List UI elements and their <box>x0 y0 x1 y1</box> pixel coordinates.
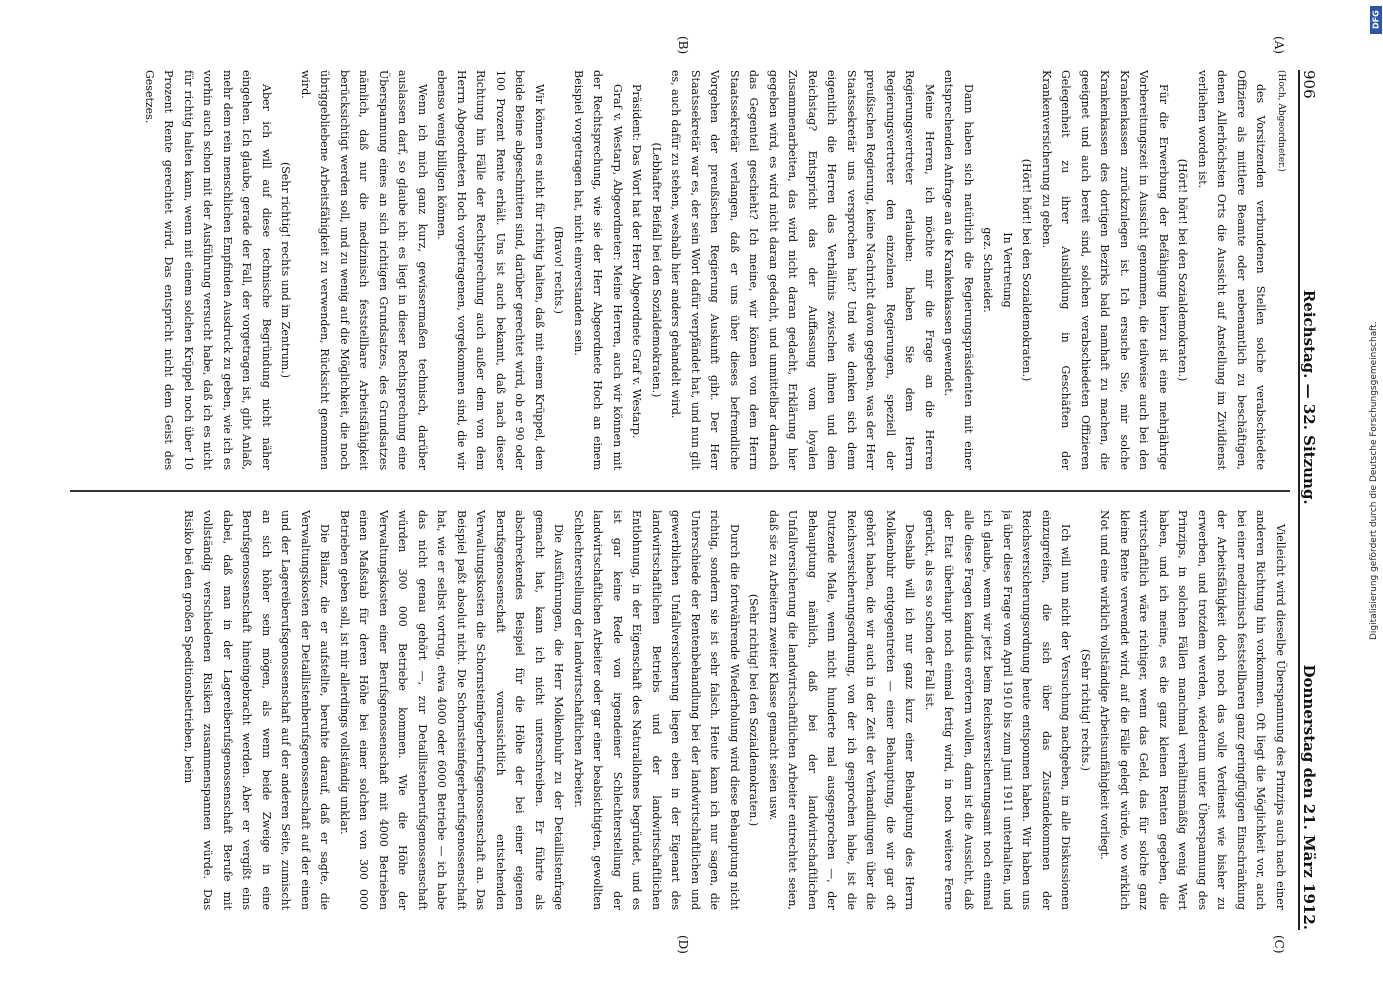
paragraph: Aber ich will auf diese technische Begründung nicht näher eingehen. Ich glaube, gerade der Fall, der vorgetragen ist, gibt Anlaß, mehr dem rein menschlichen Empfinden Ausdruck zu geben, wie ich es vorhin auch schon mit der Ausführung versucht habe, daß ich es nicht für richtig halten kann, wenn mit einem solchen Krüppel noch über 10 Prozent Rente gerechtet wird. Das entspricht nicht dem Geist des Gesetzes. <box>143 70 273 470</box>
paragraph: Ich will nun nicht der Versuchung nachgeben, in alle Diskussionen einzugreifen, die sich über das Zustandekommen der Reichsversicherungsordnung heute entsponnen haben. Wir haben uns ja über diese Frage vom April 1910 bis zum Juni 1911 unterhalten, und ich glaube, wenn wir jetzt beim Reichsversicherungsamt noch einmal alle diese Fragen kandidus erörtern wollen, dann ist die Aussicht, daß der Etat überhaupt noch einmal fertig wird, in noch weitere Ferne gerückt, als es so schon der Fall ist. <box>923 510 1073 910</box>
interjection: (Sehr richtig! rechts und im Zentrum.) <box>279 161 293 379</box>
paragraph: Die Ausführungen, die Herr Molkenbuhr zu der Detaillistenfrage gemacht hat, kann ich nicht unterschreiben. Er führte als abschreckendes Beispiel für die Höhe der bei einer eigenen Berufsgenossenschaft voraussichtlich entstehenden Verwaltungskosten die Schornsteinfegerberufsgenossenschaft an. Das Beispiel paßt absolut nicht. Die Schornsteinfegerberufsgenossenschaft hat, wie er selbst vortrug, etwa 4000 oder 6000 Betriebe — ich habe das nicht genau gehört —, zur Detaillistenberufsgenossenschaft würden 300 000 Betriebe kommen. Wie die Höhe der Verwaltungskosten einer Berufsgenossenschaft mit 4000 Betrieben einen Maßstab für deren Höhe bei einer solchen von 300 000 Betrieben geben soll, ist mir allerdings vollständig unklar. <box>338 510 566 910</box>
interjection: (Lebhafter Beifall bei den Sozialdemokraten.) <box>650 142 663 398</box>
paragraph: Die Bilanz, die er aufstellte, beruhte darauf, daß er sagte, die Verwaltungskosten der Detaillistenberufsgenossenschaft auf der einen und der Lagereiberufsgenossenschaft auf der anderen Seite, zumischt an sich höher sein mögen, als wenn beide Zweige in eine Berufsgenossenschaft hineingebracht werden. Aber er vergißt eins dabei, daß man in der Lagereiberufsgenossenschaft Berufe mit vollständig verschiedenen Risiken zusammenspannen würde. Das Risiko bei den großen Speditionsbetrieben, beim <box>182 510 332 910</box>
speaker-note: (Hoch, Abgeordneter.) <box>1276 70 1286 172</box>
margin-letter-c: (C) <box>1272 935 1286 954</box>
dfg-logo: DFG <box>1370 6 1382 34</box>
margin-letter-b: (B) <box>676 36 690 55</box>
paragraph: Dann haben sich natürlich die Regierungspräsidenten mit einer entsprechenden Anfrage an die Krankenkassen gewendet. <box>942 70 975 470</box>
margin-letter-d: (D) <box>676 935 690 954</box>
right-column <box>70 510 1290 910</box>
paragraph: Deshalb will ich nur ganz kurz einer Behauptung des Herrn Molkenbuhr entgegentreten — einer Behauptung, die wir gar oft gehört haben, die wir auch in der Zeit der Verhandlungen über die Reichsversicherungsordnung, von der ich gesprochen habe, ist die Dutzende Male, wenn nicht hunderte mal ausgesprochen —, der Behauptung nämlich, daß bei der landwirtschaftlichen Unfallversicherung die landwirtschaftlichen Arbeiter entrechtet seien, daß sie zu Arbeitern zweiter Klasse gemacht seien usw. <box>767 510 917 910</box>
interjection: (Hört! hört! bei den Sozialdemokraten.) <box>1020 158 1034 382</box>
digitization-note: Digitalisierung gefördert durch die Deutsche Forschungsgemeinschaft. <box>1369 321 1379 640</box>
paragraph: Für die Erwerbung der Befähigung hierzu ist eine mehrjährige Vorbereitungszeit in Aussicht genommen, die teilweise auch bei den Krankenkassen zurückzulegen ist. Ich ersuche Sie, mir solche Krankenkassen des dortigen Bezirks bald namhaft zu machen, die geeignet und auch bereit sind, solchen verabschiedeten Offizieren Gelegenheit zu ihrer Ausbildung in Geschäften der Krankenversicherung zu geben. <box>1040 70 1170 470</box>
header-right-title: Donnerstag den 21. März 1912. <box>1300 664 1318 930</box>
signature-line: In Vertretung <box>1001 232 1014 308</box>
margin-letter-a: (A) <box>1272 36 1286 55</box>
interjection: (Sehr richtig! bei den Sozialdemokraten.) <box>747 593 761 827</box>
page-number: 906 <box>1300 70 1318 99</box>
column-divider <box>70 490 1290 492</box>
signature-name: gez. Schneider. <box>981 227 995 313</box>
paragraph: Graf v. Westarp, Abgeordneter: Meine Herren, auch wir können mit der Rechtsprechung, wie sie der Herr Abgeordnete Hoch an einem Beispiel vorgetragen hat, nicht einverstanden sein. <box>572 70 624 470</box>
interjection: (Bravo! rechts.) <box>552 226 566 314</box>
interjection: (Sehr richtig! rechts.) <box>1079 649 1092 771</box>
left-column <box>70 70 1290 470</box>
paragraph: Wir können es nicht für richtig halten, daß mit einem Krüppel, dem beide Beine abgeschnitten sind, darüber gerechtet wird, ob er 90 oder 100 Prozent Rente erhält. Uns ist auch bekannt, daß nach dieser Richtung hin Fälle der Rechtsprechung auch außer dem von dem Herrn Abgeordneten Hoch vorgetragenen, vorgekommen sind, die wir ebenso wenig billigen können. <box>435 70 546 470</box>
page-header <box>1298 70 1328 930</box>
rotated-page <box>50 30 1330 970</box>
paragraph: Durch die fortwährende Wiederholung wird diese Behauptung nicht richtig, sondern sie ist sehr falsch. Heute kann ich nur sagen, die Unterschiede der Rentenbehandlung bei der landwirtschaftlichen und gewerblichen Unfallversicherung liegen eben in der Eigenart des landwirtschaftlichen Betriebs und der landwirtschaftlichen Entlohnung, in der Eigenschaft des Naturallohnes begründet, und es ist gar keine Rede von irgendeiner Schlechterstellung der landwirtschaftlichen Arbeiter oder gar einer beabsichtigten, gewollten Schlechterstellung der landwirtschaftlichen Arbeiter. <box>572 510 741 910</box>
interjection: (Hört! hört! bei den Sozialdemokraten.) <box>1176 158 1190 382</box>
paragraph: des Vorsitzenden verbundenen Stellen solche verabschiedete Offiziere als mittlere Beamte oder nebenamtlich zu beschäftigen, denen Allerhöchsten Orts die Aussicht auf Anstellung im Zivildienst verliehen worden ist. <box>1196 70 1268 470</box>
president-statement: Präsident: Das Wort hat der Herr Abgeordnete Graf v. Westarp. <box>630 84 644 439</box>
paragraph: Wenn ich mich ganz kurz, gewissermaßen technisch, darüber auslassen darf, so glaube ich: es liegt in dieser Rechtsprechung eine Überspannung eines an sich richtigen Grundsatzes, des Grundsatzes nämlich, daß nur die medizinisch feststellbare Arbeitsfähigkeit berücksichtigt werden soll, und zu wenig auf die Möglichkeit, die noch übriggebliebene Arbeitsfähigkeit zu verwenden, Rücksicht genommen wird. <box>299 70 429 470</box>
paragraph: Vielleicht wird dieselbe Überspannung des Prinzips auch nach einer anderen Richtung hin vorkommen. Oft liegt die Möglichkeit vor, auch bei einer medizinisch feststellbaren ganz geringfügigen Einschränkung der Arbeitsfähigkeit doch noch das volle Verdienst wie bisher zu erwerben, und trotzdem werden, wiederum unter Überspannung des Prinzips, in solchen Fällen manchmal verhältnismäßig wenig Wert haben, und ich meine, es die ganz kleinen Renten gegeben, die wirtschaftlich wäre richtiger, wenn das Geld, das für solche ganz kleine Rente verwendet wird, auf die Fälle gelegt würde, wo wirklich Not und eine wirklich vollständige Arbeitsunfähigkeit vorliegt. <box>1098 510 1287 910</box>
paragraph: Meine Herren, ich möchte mir die Frage an die Herren Regierungsvertreter erlauben: haben Sie dem Herrn Regierungsvertreter den einzelnen Regierungen, speziell der preußischen Regierung, keine Nachricht davon gegeben, was der Herr Staatssekretär uns versprochen hat? Und wie denken sich denn eigentlich die Herren das Verhältnis zwischen ihnen und dem Reichstag? Entspricht das der Auffassung vom loyalen Zusammenarbeiten, das wird nicht daran gedacht, Erklärung hier gegeben wird, es wird nicht daran gedacht, und unmittelbar darnach das Gegenteil geschieht? Ich meine, wir können von dem Herrn Staatssekretär verlangen, daß er uns über dieses befremdliche Vorgehen der preußischen Regierung Auskunft gibt. Der Herr Staatssekretär war es, der sein Wort dafür verpfändet hat, und nun gilt es, auch dafür zu stehen, weshalb hier anders gehandelt wird. <box>669 70 936 470</box>
header-left-title: Reichstag. — 32. Sitzung. <box>1300 289 1318 505</box>
